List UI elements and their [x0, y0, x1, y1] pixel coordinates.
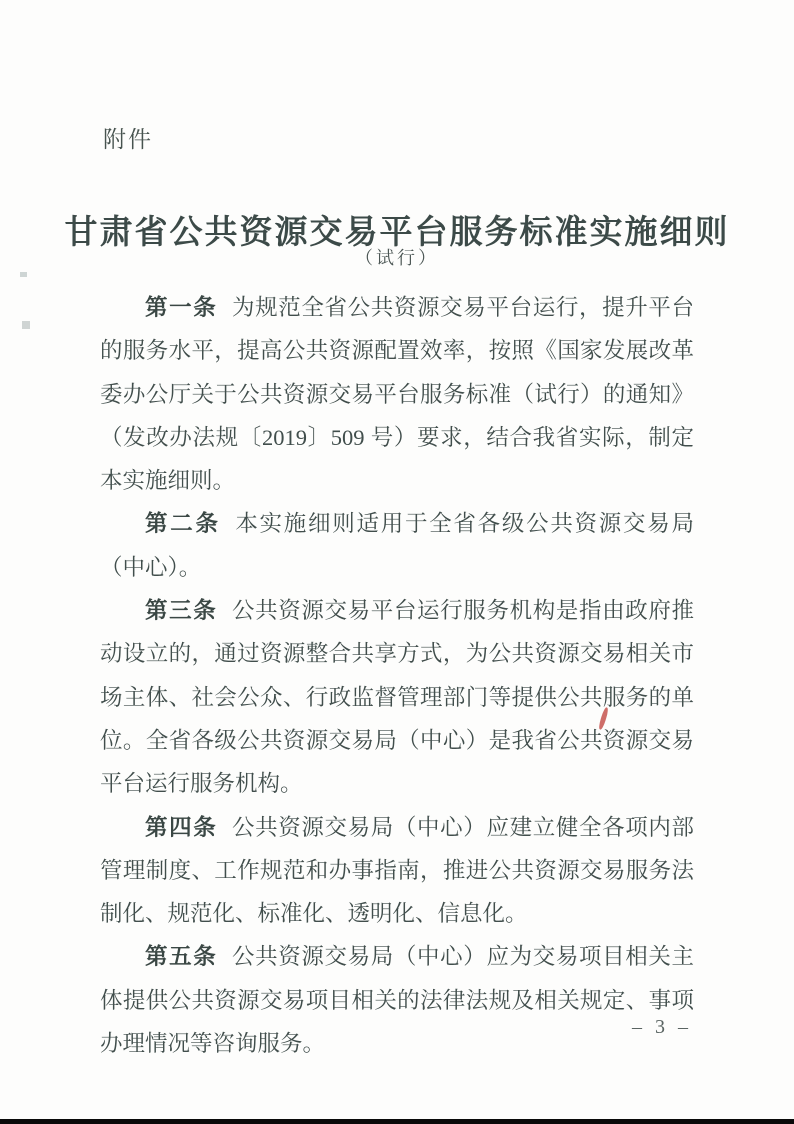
document-body [100, 286, 694, 1065]
article-1-text: 为规范全省公共资源交易平台运行，提升平台的服务水平，提高公共资源配置效率，按照《国家发展改革委办公厅关于公共资源交易平台服务标准（试行）的通知》（发改办法规〔2019〕509 号）要求，结合我省实际，制定本实施细则。 [100, 295, 694, 494]
document-title: 甘肃省公共资源交易平台服务标准实施细则 [64, 215, 730, 252]
scan-speck-artifact [22, 321, 30, 329]
article-paragraph-4 [100, 806, 694, 936]
article-paragraph-2 [100, 502, 694, 589]
article-2-text: 本实施细则适用于全省各级公共资源交易局（中心）。 [100, 511, 694, 580]
scan-edge-artifact [0, 1119, 794, 1124]
article-paragraph-3 [100, 589, 694, 805]
scan-speck-artifact [20, 272, 27, 277]
article-2-label: 第二条 [145, 511, 221, 537]
attachment-label: 附件 [103, 126, 153, 152]
article-5-text: 公共资源交易局（中心）应为交易项目相关主体提供公共资源交易项目相关的法律法规及相关规定、事项办理情况等咨询服务。 [100, 944, 694, 1057]
article-4-label: 第四条 [145, 814, 218, 840]
article-paragraph-5 [100, 935, 694, 1065]
article-3-label: 第三条 [145, 598, 218, 624]
article-paragraph-1 [100, 286, 694, 502]
article-1-label: 第一条 [145, 295, 218, 320]
article-5-label: 第五条 [145, 944, 218, 970]
article-3-text: 公共资源交易平台运行服务机构是指由政府推动设立的，通过资源整合共享方式，为公共资源交易相关市场主体、社会公众、行政监督管理部门等提供公共服务的单位。全省各级公共资源交易局（中心）是我省公共资源交易平台运行服务机构。 [100, 598, 694, 797]
page-number: – 3 – [632, 1016, 692, 1038]
article-4-text: 公共资源交易局（中心）应建立健全各项内部管理制度、工作规范和办事指南，推进公共资源交易服务法制化、规范化、标准化、透明化、信息化。 [100, 814, 694, 927]
document-subtitle: （试行） [355, 248, 439, 268]
